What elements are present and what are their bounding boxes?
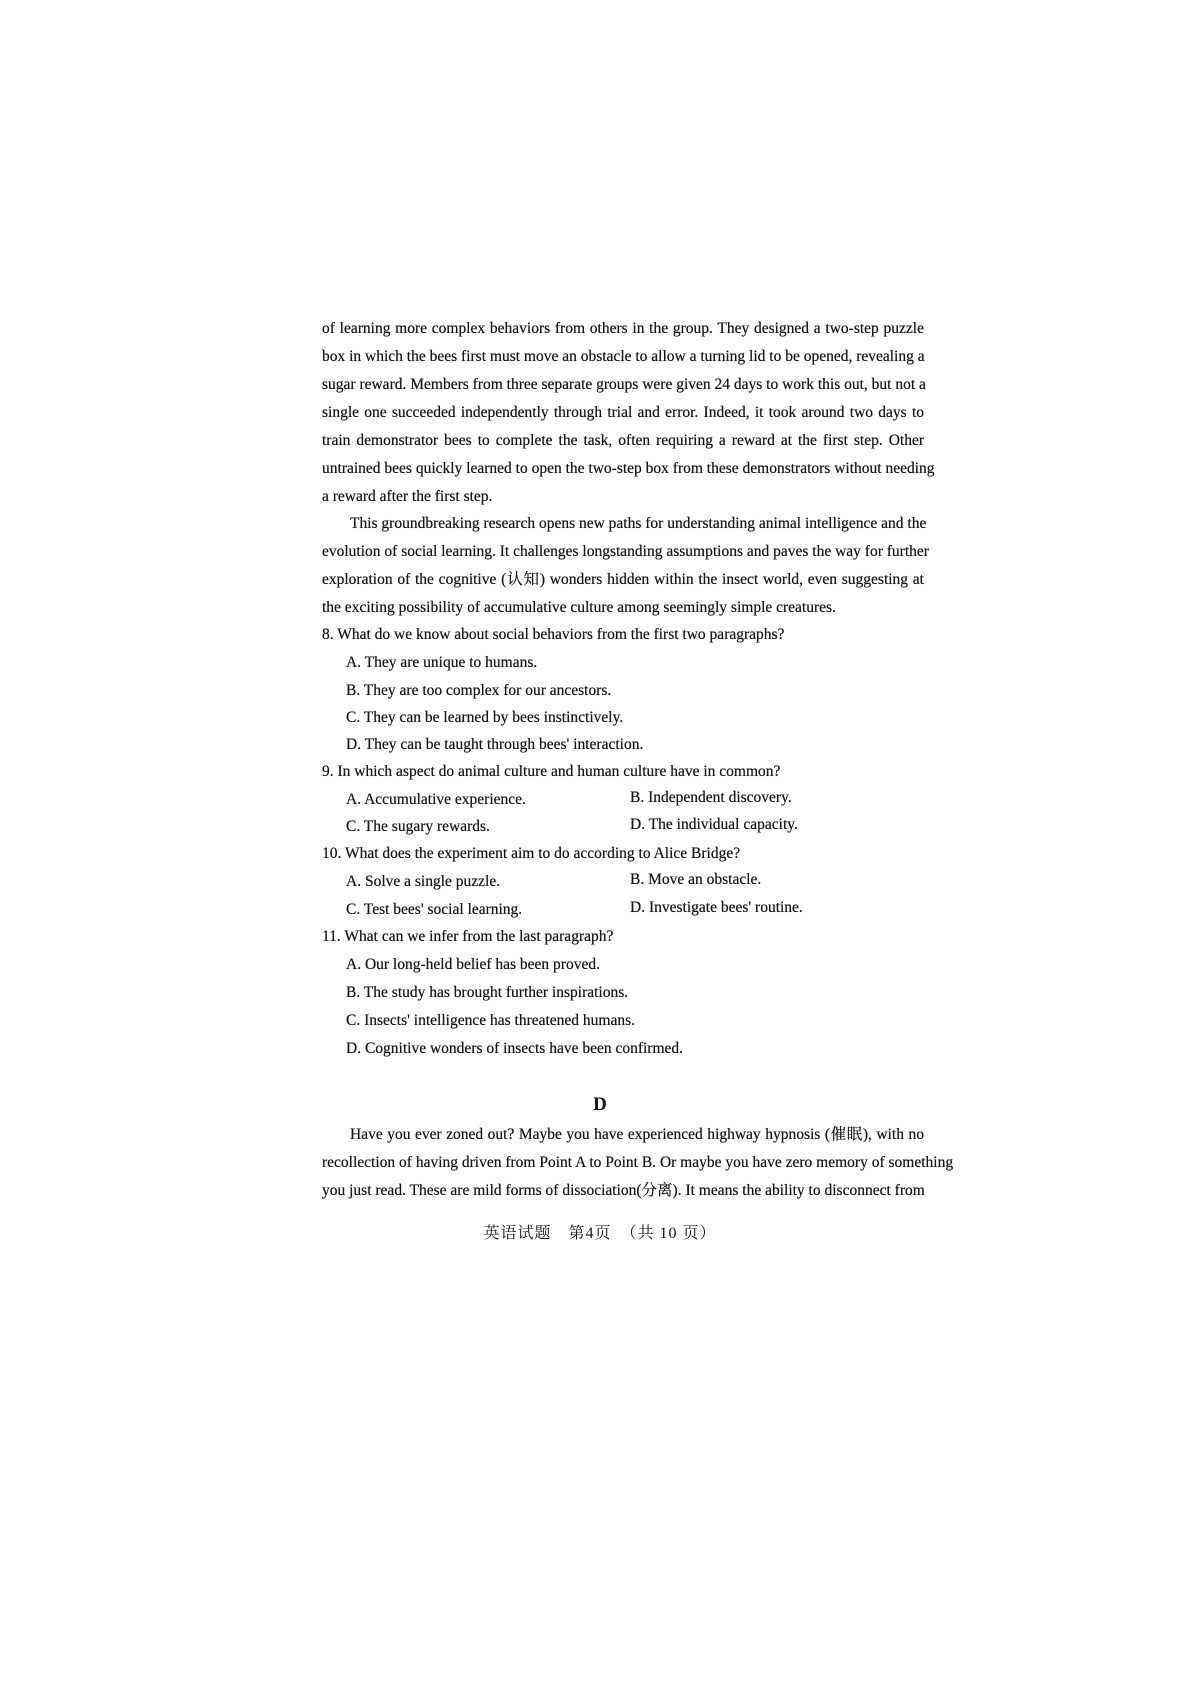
passage-line: exploration of the cognitive (认知) wonders hidden within the insect world, even suggesting at <box>322 571 924 588</box>
answer-option: C. The sugary rewards. <box>346 818 490 835</box>
passage-line: untrained bees quickly learned to open the two-step box from these demonstrators without needing <box>322 460 935 477</box>
answer-option: D. The individual capacity. <box>630 816 798 833</box>
question-stem: 8. What do we know about social behaviors from the first two paragraphs? <box>322 626 785 643</box>
question-stem: 10. What does the experiment aim to do according to Alice Bridge? <box>322 845 741 862</box>
answer-option: D. Investigate bees' routine. <box>630 899 803 916</box>
passage-line: a reward after the first step. <box>322 488 493 505</box>
page-footer: 英语试题 第4页 （共 10 页） <box>483 1225 717 1242</box>
passage-line: you just read. These are mild forms of dissociation(分离). It means the ability to disconnect from <box>322 1182 925 1199</box>
passage-line: Have you ever zoned out? Maybe you have experienced highway hypnosis (催眠), with no <box>350 1126 924 1143</box>
question-stem: 11. What can we infer from the last paragraph? <box>322 928 614 945</box>
section-heading: D <box>593 1094 607 1115</box>
answer-option: A. They are unique to humans. <box>346 654 538 671</box>
answer-option: D. Cognitive wonders of insects have been confirmed. <box>346 1040 684 1057</box>
answer-option: B. Independent discovery. <box>630 789 792 806</box>
passage-line: recollection of having driven from Point A to Point B. Or maybe you have zero memory of something <box>322 1154 954 1171</box>
passage-line: of learning more complex behaviors from others in the group. They designed a two-step puzzle <box>322 320 924 337</box>
answer-option: B. Move an obstacle. <box>630 871 762 888</box>
passage-line: evolution of social learning. It challenges longstanding assumptions and paves the way for further <box>322 543 929 560</box>
answer-option: C. Test bees' social learning. <box>346 901 523 918</box>
answer-option: C. They can be learned by bees instinctively. <box>346 709 624 726</box>
answer-option: C. Insects' intelligence has threatened humans. <box>346 1012 636 1029</box>
passage-line: sugar reward. Members from three separate groups were given 24 days to work this out, but not a <box>322 376 926 393</box>
answer-option: A. Accumulative experience. <box>346 791 526 808</box>
answer-option: A. Solve a single puzzle. <box>346 873 501 890</box>
passage-line: train demonstrator bees to complete the task, often requiring a reward at the first step. Other <box>322 432 924 449</box>
passage-line: This groundbreaking research opens new paths for understanding animal intelligence and the <box>350 515 927 532</box>
passage-line: box in which the bees first must move an obstacle to allow a turning lid to be opened, revealing a <box>322 348 925 365</box>
passage-line: the exciting possibility of accumulative culture among seemingly simple creatures. <box>322 599 836 616</box>
answer-option: D. They can be taught through bees' interaction. <box>346 736 644 753</box>
passage-line: single one succeeded independently through trial and error. Indeed, it took around two days to <box>322 404 924 421</box>
question-stem: 9. In which aspect do animal culture and human culture have in common? <box>322 763 781 780</box>
answer-option: B. They are too complex for our ancestors. <box>346 682 612 699</box>
answer-option: B. The study has brought further inspirations. <box>346 984 629 1001</box>
answer-option: A. Our long-held belief has been proved. <box>346 956 600 973</box>
